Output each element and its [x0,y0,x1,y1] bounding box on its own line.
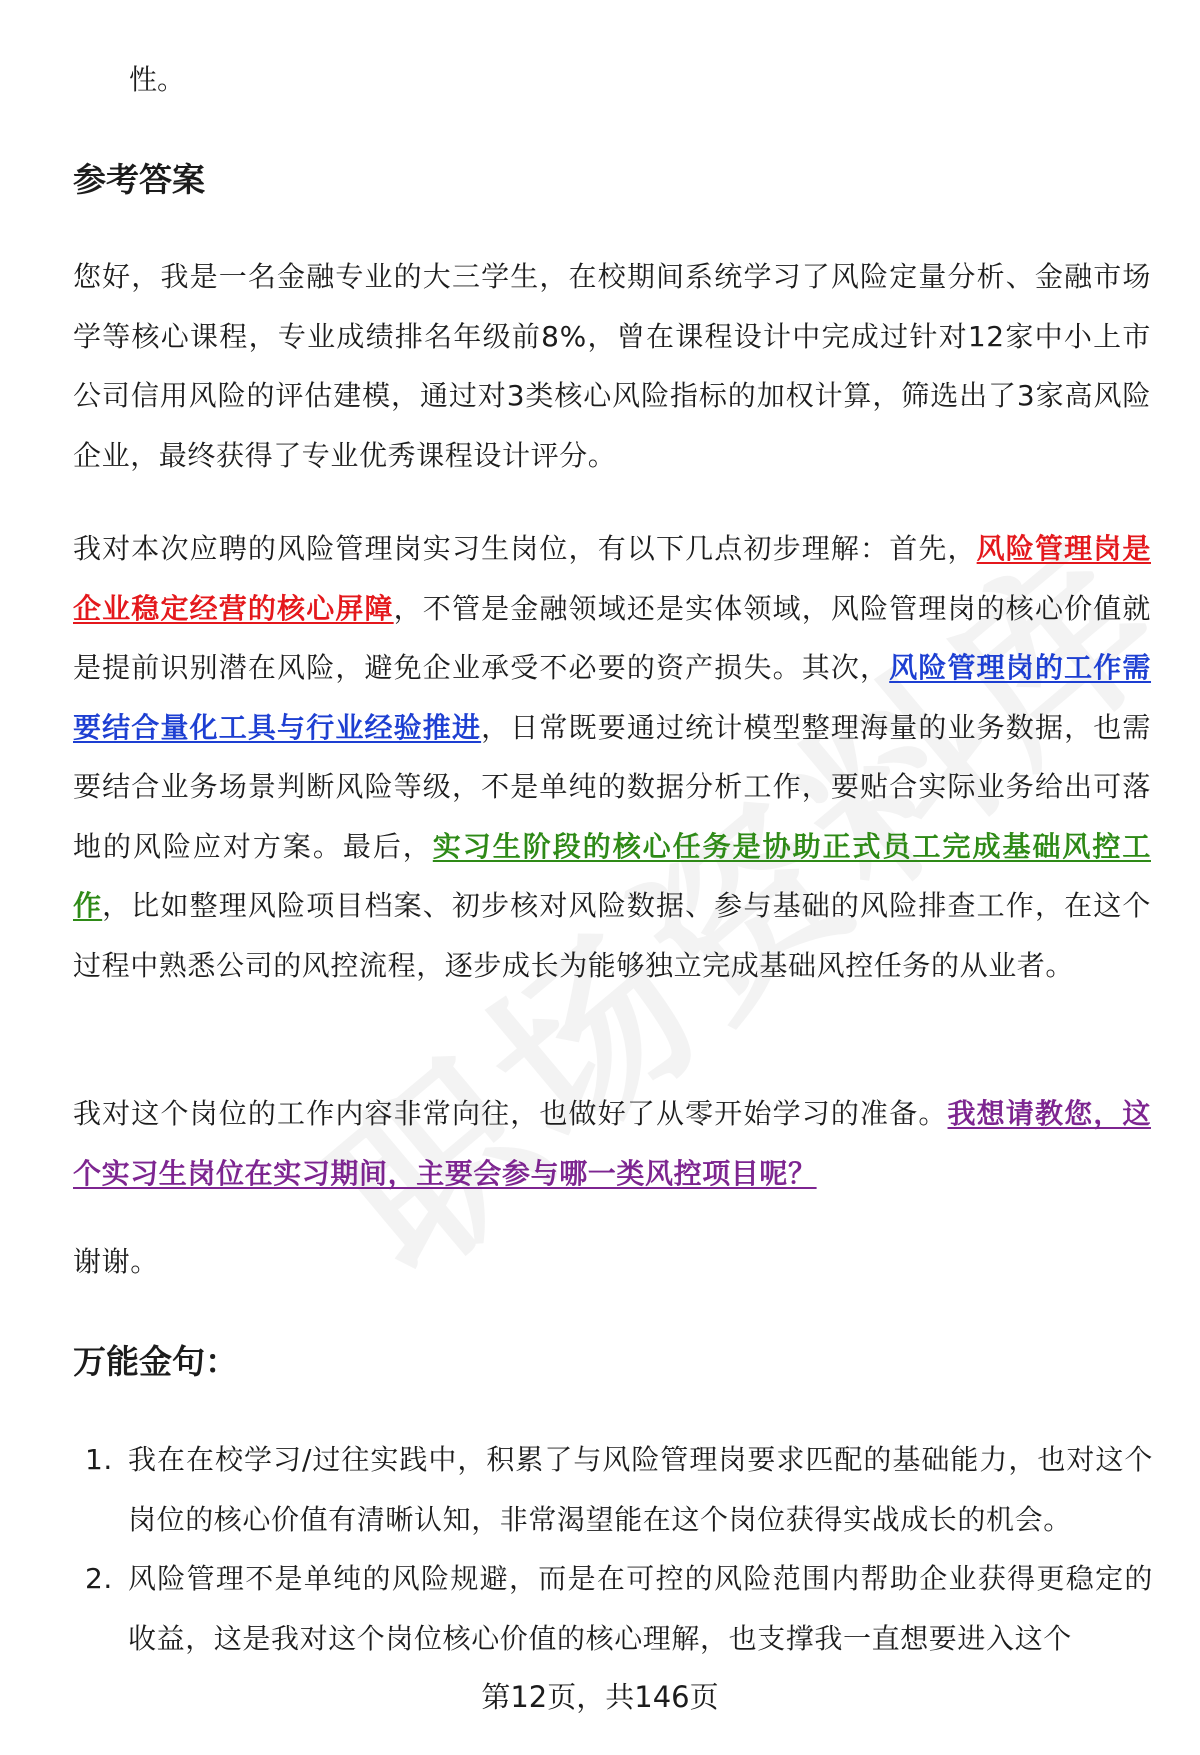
para2-text-1: 我对本次应聘的风险管理岗实习生岗位，有以下几点初步理解：首先， [73,532,977,565]
list-item [73,1430,1153,1549]
answer-paragraph-question [73,1084,1151,1203]
highlight-blue-quant-tools: 风险管理岗的工作需要结合量化工具与行业经验推进 [73,651,1152,744]
answer-paragraph-thanks: 谢谢。 [73,1245,159,1278]
para3-text-1: 我对这个岗位的工作内容非常向往，也做好了从零开始学习的准备。 [73,1097,948,1130]
golden-sentences-heading: 万能金句： [73,1342,238,1381]
list-item-text: 风险管理不是单纯的风险规避，而是在可控的风险范围内帮助企业获得更稳定的收益，这是我对这个岗位核心价值的核心理解，也支撑我一直想要进入这个 [128,1562,1153,1655]
para2-text-3: ，日常既要通过统计模型整理海量的业务数据，也需要结合业务场景判断风险等级，不是单纯的数据分析工作，要贴合实际业务给出可落地的风险应对方案。最后， [73,710,1152,863]
page-footer-number: 第12页，共146页 [0,1677,1200,1717]
list-item [73,1549,1153,1668]
highlight-red-core-barrier: 风险管理岗是企业稳定经营的核心屏障 [73,532,1151,625]
list-item-number: 1. [85,1443,113,1476]
list-item-number: 2. [85,1562,113,1595]
highlight-green-intern-task: 实习生阶段的核心任务是协助正式员工完成基础风控工作 [73,829,1151,922]
golden-sentences-list [73,1430,1153,1668]
highlight-purple-question: 我想请教您，这个实习生岗位在实习期间，主要会参与哪一类风控项目呢？ [73,1097,1151,1190]
answer-paragraph-understanding [73,519,1151,995]
para2-text-2: ，不管是金融领域还是实体领域，风险管理岗的核心价值就是提前识别潜在风险，避免企业承受不必要的资产损失。其次， [73,591,1151,684]
answer-paragraph-intro: 您好，我是一名金融专业的大三学生，在校期间系统学习了风险定量分析、金融市场学等核心课程，专业成绩排名年级前8%，曾在课程设计中完成过针对12家中小上市公司信用风险的评估建模，通过对3类核心风险指标的加权计算，筛选出了3家高风险企业，最终获得了专业优秀课程设计评分。 [73,260,1151,472]
list-item-text: 我在在校学习/过往实践中，积累了与风险管理岗要求匹配的基础能力，也对这个岗位的核心价值有清晰认知，非常渴望能在这个岗位获得实战成长的机会。 [128,1443,1153,1536]
para2-text-4: ，比如整理风险项目档案、初步核对风险数据、参与基础的风险排查工作，在这个过程中熟悉公司的风控流程，逐步成长为能够独立完成基础风控任务的从业者。 [73,889,1151,982]
continuation-text: 性。 [129,63,186,96]
answer-heading: 参考答案 [73,160,205,199]
